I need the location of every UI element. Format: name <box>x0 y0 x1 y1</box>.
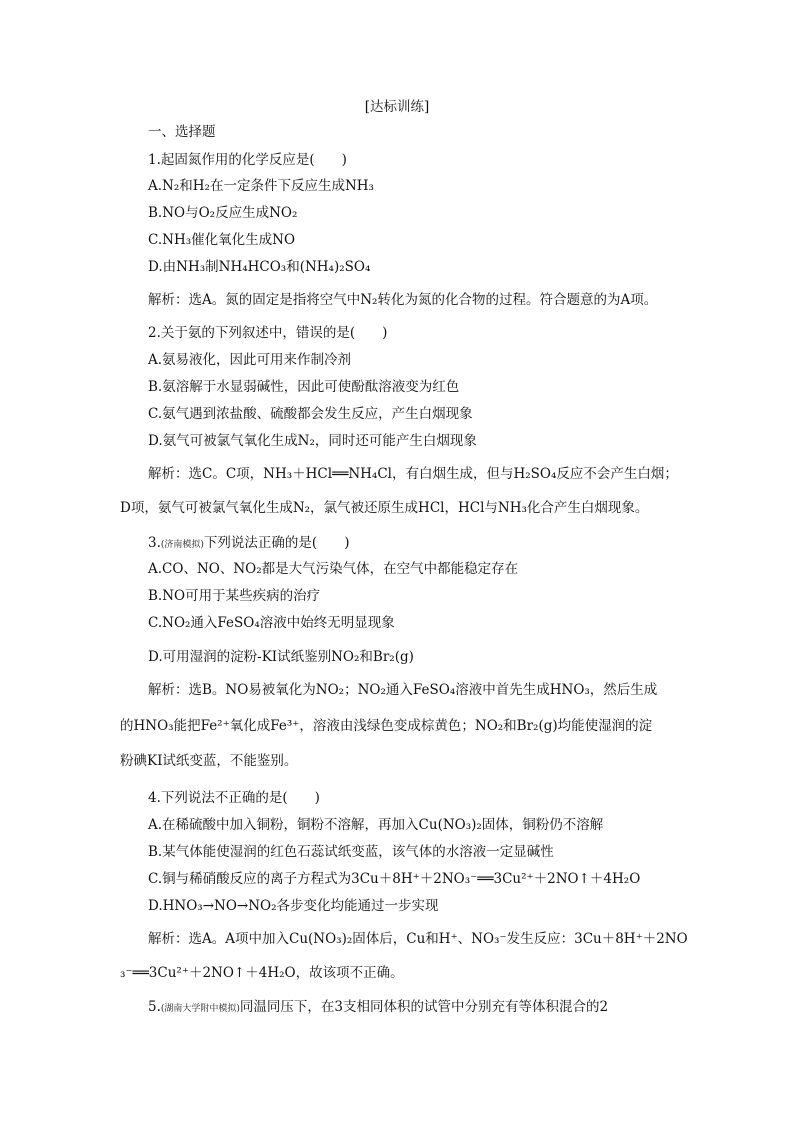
q2-option-d: D.氨气可被氯气氧化生成N₂，同时还可能产生白烟现象 <box>148 433 477 449</box>
q1-option-a: A.N₂和H₂在一定条件下反应生成NH₃ <box>148 178 374 194</box>
q2-answer-line1: 解析：选C。C项，NH₃＋HCl══NH₄Cl，有白烟生成，但与H₂SO₄反应不会产生白烟； <box>148 466 678 482</box>
q4-answer-line1: 解析：选A。A项中加入Cu(NO₃)₂固体后，Cu和H⁺、NO₃⁻发生反应：3Cu＋8H⁺＋2NO <box>148 931 688 947</box>
q3-option-d: D.可用湿润的淀粉-KI试纸鉴别NO₂和Br₂(g) <box>148 649 414 665</box>
q2-answer-line2: D项，氨气可被氯气氧化生成N₂，氯气被还原生成HCl，HCl与NH₃化合产生白烟现象。 <box>120 500 649 516</box>
q3-option-c: C.NO₂通入FeSO₄溶液中始终无明显现象 <box>148 615 395 631</box>
q3-answer-line1: 解析：选B。NO易被氧化为NO₂；NO₂通入FeSO₄溶液中首先生成HNO₃，然后生成 <box>148 682 658 698</box>
q3-stem-text: 下列说法正确的是( ) <box>203 535 350 551</box>
q2-option-a: A.氨易液化，因此可用来作制冷剂 <box>148 352 352 368</box>
q3-source: (济南模拟) <box>160 540 204 550</box>
q3-number: 3. <box>148 535 161 551</box>
q5-stem <box>148 998 608 1018</box>
q4-answer-line2: ₃⁻══3Cu²⁺＋2NO↑＋4H₂O，故该项不正确。 <box>120 965 404 981</box>
q4-stem: 4.下列说法不正确的是( ) <box>148 790 320 806</box>
q4-option-b: B.某气体能使湿润的红色石蕊试纸变蓝，该气体的水溶液一定显碱性 <box>148 844 554 860</box>
q5-stem-text: 同温同压下，在3支相同体积的试管中分别充有等体积混合的2 <box>239 999 609 1015</box>
q2-stem: 2.关于氨的下列叙述中，错误的是( ) <box>148 325 388 341</box>
q1-stem: 1.起固氮作用的化学反应是( ) <box>148 152 347 168</box>
q3-answer-line3: 粉碘KI试纸变蓝，不能鉴别。 <box>120 753 298 769</box>
q4-option-c: C.铜与稀硝酸反应的离子方程式为3Cu＋8H⁺＋2NO₃⁻══3Cu²⁺＋2NO↑＋4H₂O <box>148 871 641 887</box>
q4-option-a: A.在稀硫酸中加入铜粉，铜粉不溶解，再加入Cu(NO₃)₂固体，铜粉仍不溶解 <box>148 817 604 833</box>
q3-stem <box>148 534 349 554</box>
q1-option-d: D.由NH₃制NH₄HCO₃和(NH₄)₂SO₄ <box>148 259 371 275</box>
q1-option-b: B.NO与O₂反应生成NO₂ <box>148 205 298 221</box>
q3-option-a: A.CO、NO、NO₂都是大气污染气体，在空气中都能稳定存在 <box>148 561 519 577</box>
q4-option-d: D.HNO₃→NO→NO₂各步变化均能通过一步实现 <box>148 898 439 914</box>
q2-option-b: B.氨溶解于水显弱碱性，因此可使酚酞溶液变为红色 <box>148 379 460 395</box>
q2-option-c: C.氨气遇到浓盐酸、硫酸都会发生反应，产生白烟现象 <box>148 406 473 422</box>
q5-number: 5. <box>148 999 161 1015</box>
q3-answer-line2: 的HNO₃能把Fe²⁺氧化成Fe³⁺，溶液由浅绿色变成棕黄色；NO₂和Br₂(g)均能使湿润的淀 <box>120 718 653 734</box>
q1-answer: 解析：选A。氮的固定是指将空气中N₂转化为氮的化合物的过程。符合题意的为A项。 <box>148 292 658 308</box>
q5-source: (湖南大学附中模拟) <box>160 1004 240 1014</box>
q1-option-c: C.NH₃催化氧化生成NO <box>148 232 296 248</box>
page-title: [达标训练] <box>364 99 430 115</box>
section-heading: 一、选择题 <box>148 124 216 140</box>
q3-option-b: B.NO可用于某些疾病的治疗 <box>148 588 321 604</box>
